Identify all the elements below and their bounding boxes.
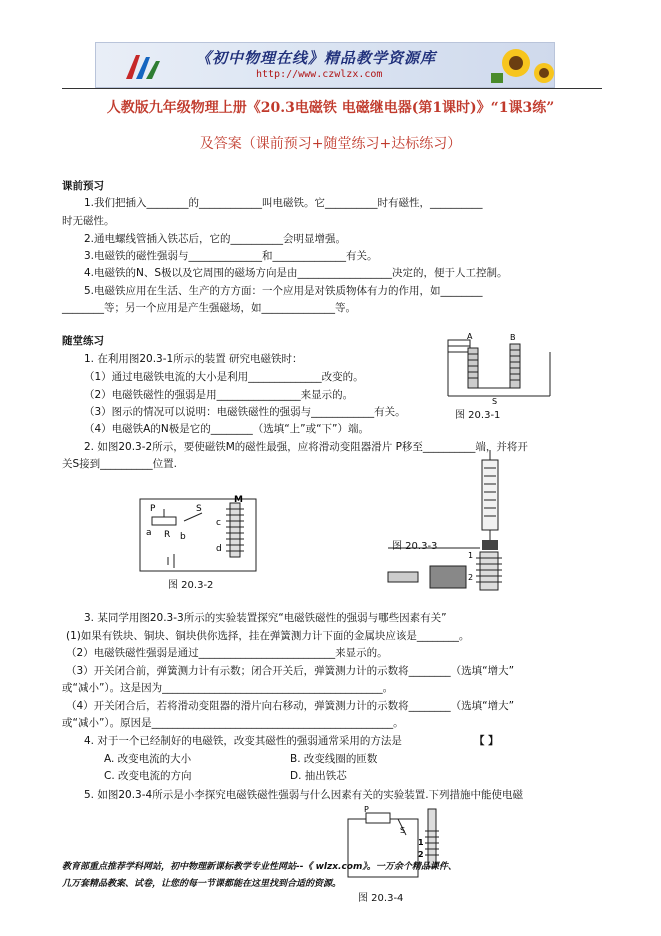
- fig3-label-2: 2: [468, 573, 474, 582]
- logo-icon: [118, 47, 170, 83]
- fig2-caption: 图 20.3-2: [168, 580, 214, 591]
- q3-line: （3）开关闭合前，弹簧测力计有示数；闭合开关后，弹簧测力计的示数将________（选填“增大”: [66, 665, 515, 677]
- preview-line: 时无磁性。: [62, 215, 115, 227]
- fig2-label-s: S: [196, 504, 202, 514]
- q3-line: (1)如果有铁块、铜块、铜块供你选择，挂在弹簧测力计下面的金属块应该是________。: [66, 630, 470, 642]
- q4-stem: 4. 对于一个已经制好的电磁铁，改变其磁性的强弱通常采用的方法是: [84, 735, 402, 747]
- fig4-caption: 图 20.3-4: [358, 893, 404, 904]
- footer-line: 几万套精品教案、试卷，让您的每一节课都能在这里找到合适的资源。: [62, 879, 342, 889]
- banner-title: 《初中物理在线》精品教学资源库: [196, 49, 437, 67]
- q1-line: （2）电磁铁磁性的强弱是用________________来显示的。: [84, 389, 354, 401]
- q1-line: 1. 在利用图20.3-1所示的装置 研究电磁铁时：: [84, 353, 303, 365]
- fig1-label-b: B: [510, 333, 516, 342]
- fig4-label-p: P: [364, 805, 369, 814]
- preview-line: 5.电磁铁应用在生活、生产的方方面：一个应用是对铁质物体有力的作用，如________: [84, 285, 483, 297]
- fig2-label-r: R: [164, 530, 171, 540]
- footer-line: 教育部重点推荐学科网站，初中物理新课标教学专业性网站--《 wlzx.com》。一万余个精品课件、: [62, 862, 457, 872]
- fig4-label-2: 2: [418, 850, 424, 859]
- fig2-label-p: P: [150, 504, 156, 514]
- q2-line: 关S接到__________位置.: [62, 458, 178, 470]
- q1-line: （1）通过电磁铁电流的大小是利用______________改变的。: [84, 371, 364, 383]
- fig1-label-s: S: [492, 397, 498, 405]
- fig4-label-1: 1: [418, 838, 424, 847]
- q1-line: （3）图示的情况可以说明：电磁铁磁性的强弱与____________有关。: [84, 406, 406, 418]
- banner-url[interactable]: http://www.czwlzx.com: [256, 69, 383, 80]
- preview-line: 4.电磁铁的N、S极以及它周围的磁场方向是由__________________决定的，便于人工控制。: [84, 267, 508, 279]
- preview-line: 3.电磁铁的磁性强弱与______________和______________有关。: [84, 250, 378, 262]
- figure-20-3-2: [138, 495, 258, 577]
- sunflower-icon: [486, 43, 554, 87]
- figure-20-3-1: [440, 330, 560, 405]
- fig2-label-m: M: [234, 495, 243, 505]
- q4-option-d: D. 抽出铁芯: [290, 770, 347, 782]
- figure-20-3-4: [342, 805, 452, 887]
- fig1-label-a: A: [467, 332, 473, 341]
- q4-option-c: C. 改变电流的方向: [104, 770, 192, 782]
- q5-stem: 5. 如图20.3-4所示是小李探究电磁铁磁性强弱与什么因素有关的实验装置.下列措施中能使电磁: [84, 789, 524, 801]
- page-subtitle: 及答案（课前预习+随堂练习+达标练习）: [199, 136, 462, 152]
- q4-option-a: A. 改变电流的大小: [104, 753, 192, 765]
- header-banner: [95, 42, 555, 88]
- preview-line: 1.我们把插入________的____________叫电磁铁。它__________时有磁性，__________: [84, 197, 483, 209]
- q2-line: 2. 如图20.3-2所示，要使磁铁M的磁性最强，应将滑动变阻器滑片 P移至__________端，并将开: [84, 441, 528, 453]
- q3-line: （4）开关闭合后，若将滑动变阻器的滑片向右移动，弹簧测力计的示数将________（选填“增大”: [66, 700, 515, 712]
- page-title: 人教版九年级物理上册《20.3电磁铁 电磁继电器(第1课时)》“1课3练”: [106, 100, 555, 116]
- fig1-caption: 图 20.3-1: [455, 410, 501, 421]
- section-heading-preview: 课前预习: [62, 180, 104, 192]
- preview-line: ________等；另一个应用是产生强磁场，如______________等。: [62, 302, 356, 314]
- q4-answer-bracket: 【 】: [474, 735, 499, 747]
- header-rule: [62, 88, 602, 89]
- q3-line: 或“减小”）。这是因为__________________________________________。: [62, 682, 394, 694]
- fig2-label-d: d: [216, 544, 222, 554]
- q1-line: （4）电磁铁A的N极是它的________（选填“上”或“下”）端。: [84, 423, 369, 435]
- preview-line: 2.通电螺线管插入铁芯后，它的__________会明显增强。: [84, 233, 347, 245]
- fig2-label-c: c: [216, 518, 221, 528]
- fig3-label-1: 1: [468, 551, 474, 560]
- section-heading-practice: 随堂练习: [62, 335, 104, 347]
- q4-option-b: B. 改变线圈的匝数: [290, 753, 378, 765]
- fig4-label-s: S: [400, 826, 406, 835]
- q3-line: 3. 某同学用图20.3-3所示的实验装置探究“电磁铁磁性的强弱与哪些因素有关”: [84, 612, 447, 624]
- fig2-label-a: a: [146, 528, 152, 538]
- fig2-label-b: b: [180, 532, 186, 542]
- figure-20-3-3: [378, 448, 528, 598]
- q3-line: 或“减小”）。原因是______________________________________________。: [62, 717, 404, 729]
- fig3-caption: 图 20.3-3: [392, 541, 438, 552]
- q3-line: （2）电磁铁磁性强弱是通过__________________________来显示的。: [66, 647, 388, 659]
